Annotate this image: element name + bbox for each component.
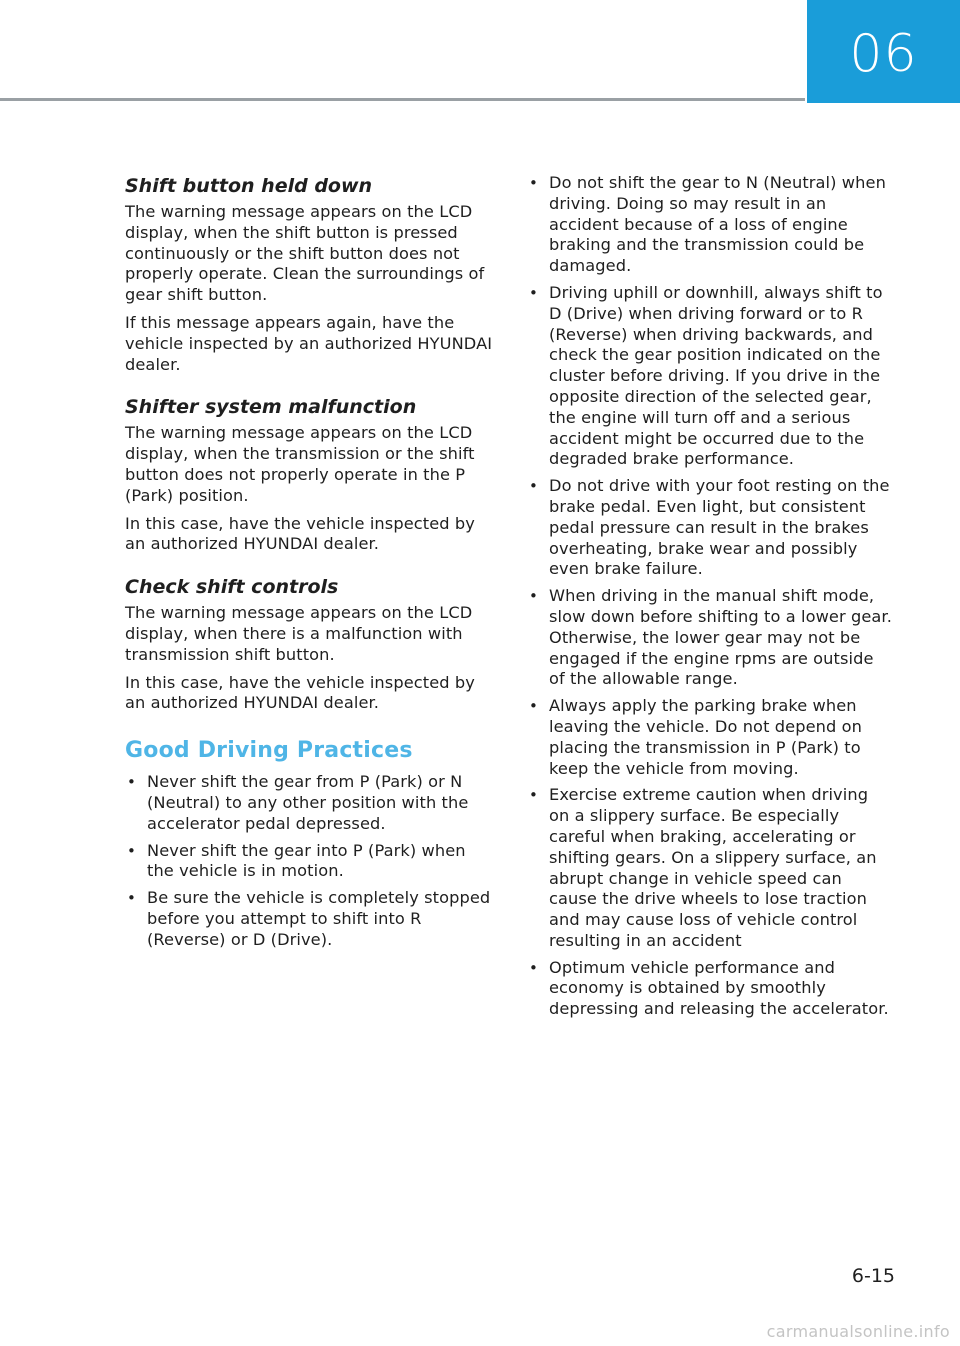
list-item <box>527 958 892 1020</box>
list-item-text: Optimum vehicle performance and economy is obtained by smoothly depressing and releasing the accelerator. <box>549 957 889 1019</box>
watermark: carmanualsonline.info <box>766 1322 950 1341</box>
bullet-list <box>125 772 495 950</box>
paragraph: The warning message appears on the LCD display, when the shift button is pressed continuously or the shift button does not properly operate. Clean the surroundings of gear shift button. <box>125 202 485 305</box>
section-heading-good-driving-practices: Good Driving Practices <box>125 738 413 764</box>
list-item <box>527 476 892 580</box>
list-item <box>125 772 495 834</box>
bullet-icon: • <box>127 773 136 792</box>
section-title-shifter-system-malfunction: Shifter system malfunction <box>125 396 417 419</box>
paragraph: In this case, have the vehicle inspected by an authorized HYUNDAI dealer. <box>125 513 475 554</box>
chapter-tab: 06 <box>807 0 960 103</box>
bullet-icon: • <box>529 697 538 716</box>
list-item-text: Do not shift the gear to N (Neutral) when driving. Doing so may result in an accident because of a loss of engine braking and the transmission could be damaged. <box>549 173 886 276</box>
header-divider <box>0 98 805 101</box>
bullet-icon: • <box>127 889 136 908</box>
bullet-list <box>527 173 892 1020</box>
bullet-icon: • <box>529 174 538 192</box>
list-item <box>125 888 495 950</box>
paragraph: If this message appears again, have the vehicle inspected by an authorized HYUNDAI dealer. <box>125 312 493 374</box>
list-item <box>527 283 892 470</box>
bullet-icon: • <box>127 841 136 860</box>
list-item <box>125 841 495 883</box>
left-column <box>125 174 495 957</box>
bullet-icon: • <box>529 477 538 496</box>
paragraph: The warning message appears on the LCD display, when the transmission or the shift button does not properly operate in the P (Park) position. <box>125 423 475 505</box>
list-item-text: Driving uphill or downhill, always shift to D (Drive) when driving forward or to R (Reverse) when driving backwards, and check the gear position indicated on the cluster before driving. If you drive in the opposite direction of the selected gear, the engine will turn off and a serious accident might be occurred due to the degraded brake performance. <box>549 282 883 469</box>
list-item-text: Exercise extreme caution when driving on a slippery surface. Be especially careful when braking, accelerating or shifting gears. On a slippery surface, an abrupt change in vehicle speed can cause the drive wheels to lose traction and may cause loss of vehicle control resulting in an accident <box>549 785 877 950</box>
list-item <box>527 586 892 690</box>
list-item-text: Always apply the parking brake when leaving the vehicle. Do not depend on placing the transmission in P (Park) to keep the vehicle from moving. <box>549 696 862 778</box>
list-item <box>527 785 892 951</box>
bullet-icon: • <box>529 786 538 805</box>
bullet-icon: • <box>529 283 538 302</box>
section-title-shift-button-held-down: Shift button held down <box>125 175 373 197</box>
bullet-icon: • <box>529 958 538 977</box>
list-item-text: Never shift the gear from P (Park) or N (Neutral) to any other position with the accelerator pedal depressed. <box>147 772 469 833</box>
bullet-icon: • <box>529 587 538 606</box>
paragraph: In this case, have the vehicle inspected by an authorized HYUNDAI dealer. <box>125 672 475 713</box>
list-item-text: Never shift the gear into P (Park) when the vehicle is in motion. <box>147 840 466 881</box>
section-title-check-shift-controls: Check shift controls <box>125 576 339 599</box>
paragraph: The warning message appears on the LCD display, when there is a malfunction with transmission shift button. <box>125 603 473 664</box>
list-item <box>527 696 892 779</box>
right-column <box>527 173 892 1026</box>
page-number: 6-15 <box>851 1265 895 1287</box>
list-item-text: When driving in the manual shift mode, slow down before shifting to a lower gear. Otherwise, the lower gear may not be engaged if the engine rpms are outside of the allowable range. <box>549 586 892 689</box>
list-item-text: Do not drive with your foot resting on the brake pedal. Even light, but consistent pedal pressure can result in the brakes overheating, brake wear and possibly even brake failure. <box>549 476 890 579</box>
list-item <box>527 173 892 277</box>
list-item-text: Be sure the vehicle is completely stopped before you attempt to shift into R (Reverse) or D (Drive). <box>147 888 491 949</box>
